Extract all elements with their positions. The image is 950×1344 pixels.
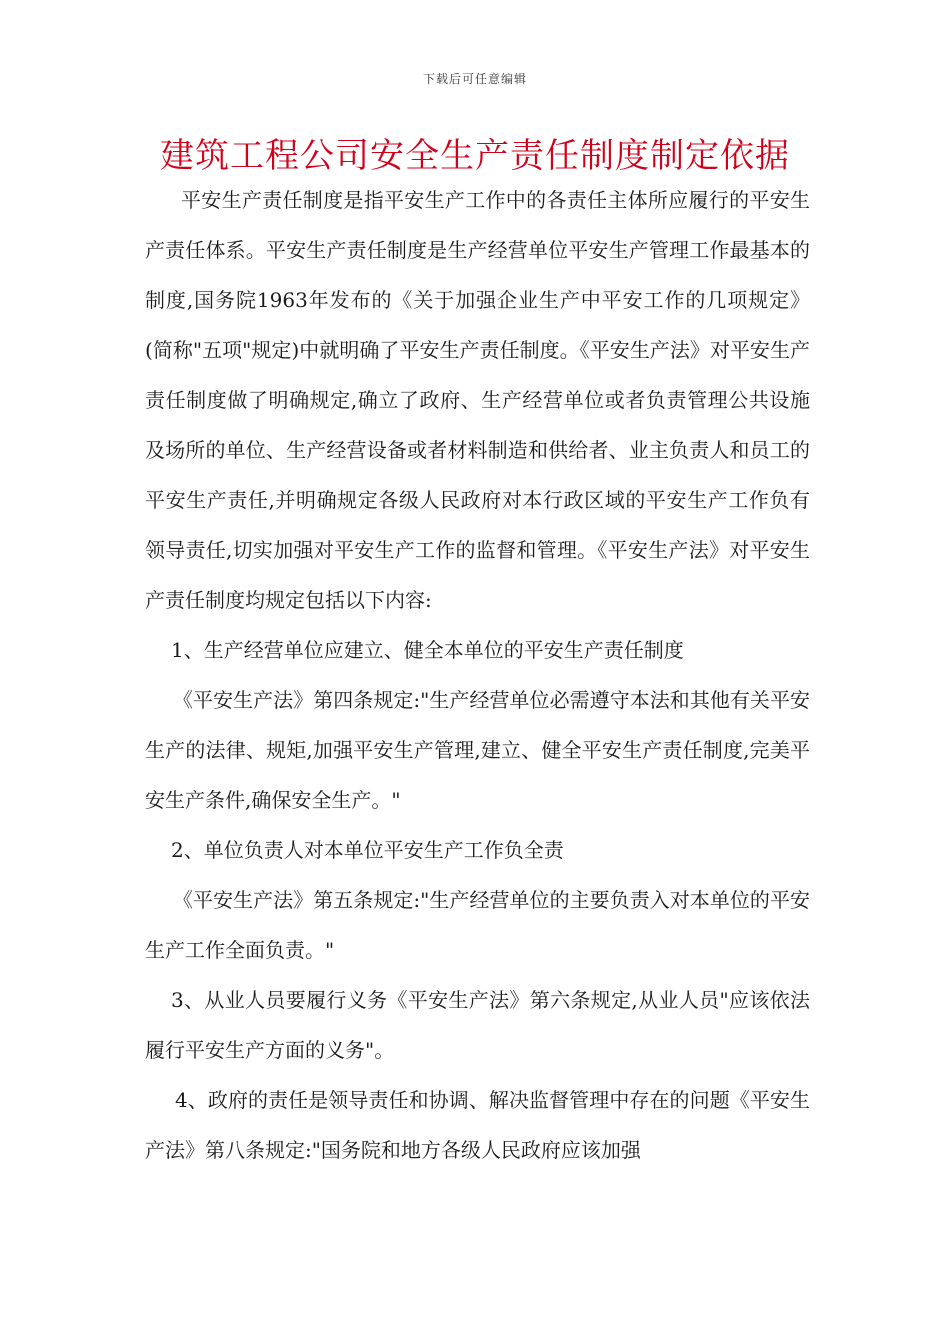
paragraph-item-1-body: 《平安生产法》第四条规定:"生产经营单位必需遵守本法和其他有关平安生产的法律、规矩,加强平安生产管理,建立、健全平安生产责任制度,完美平安生产条件,确保安全生产。" xyxy=(145,688,810,812)
paragraph-item-1-heading: 1、生产经营单位应建立、健全本单位的平安生产责任制度 xyxy=(171,638,684,662)
document-title: 建筑工程公司安全生产责任制度制定依据 xyxy=(160,136,790,176)
paragraph-item-3: 3、从业人员要履行义务《平安生产法》第六条规定,从业人员"应该依法履行平安生产方面的义务"。 xyxy=(145,988,810,1062)
paragraph-item-4: 4、政府的责任是领导责任和协调、解决监督管理中存在的问题《平安生产法》第八条规定:"国务院和地方各级人民政府应该加强 xyxy=(145,1088,810,1162)
document-body xyxy=(145,175,810,1175)
header-note: 下载后可任意编辑 xyxy=(422,72,527,86)
paragraph-item-2-body: 《平安生产法》第五条规定:"生产经营单位的主要负责入对本单位的平安生产工作全面负责。" xyxy=(145,888,810,962)
paragraph-item-2-heading: 2、单位负责人对本单位平安生产工作负全责 xyxy=(171,838,564,862)
paragraph-intro: 平安生产责任制度是指平安生产工作中的各责任主体所应履行的平安生产责任体系。平安生产责任制度是生产经营单位平安生产管理工作最基本的制度,国务院1963年发布的《关于加强企业生产中平安工作的几项规定》(简称"五项"规定)中就明确了平安生产责任制度。《平安生产法》对平安生产责任制度做了明确规定,确立了政府、生产经营单位或者负责管理公共设施及场所的单位、生产经营设备或者材料制造和供给者、业主负责人和员工的平安生产责任,并明确规定各级人民政府对本行政区域的平安生产工作负有领导责任,切实加强对平安生产工作的监督和管理。《平安生产法》对平安生产责任制度均规定包括以下内容: xyxy=(145,188,810,612)
